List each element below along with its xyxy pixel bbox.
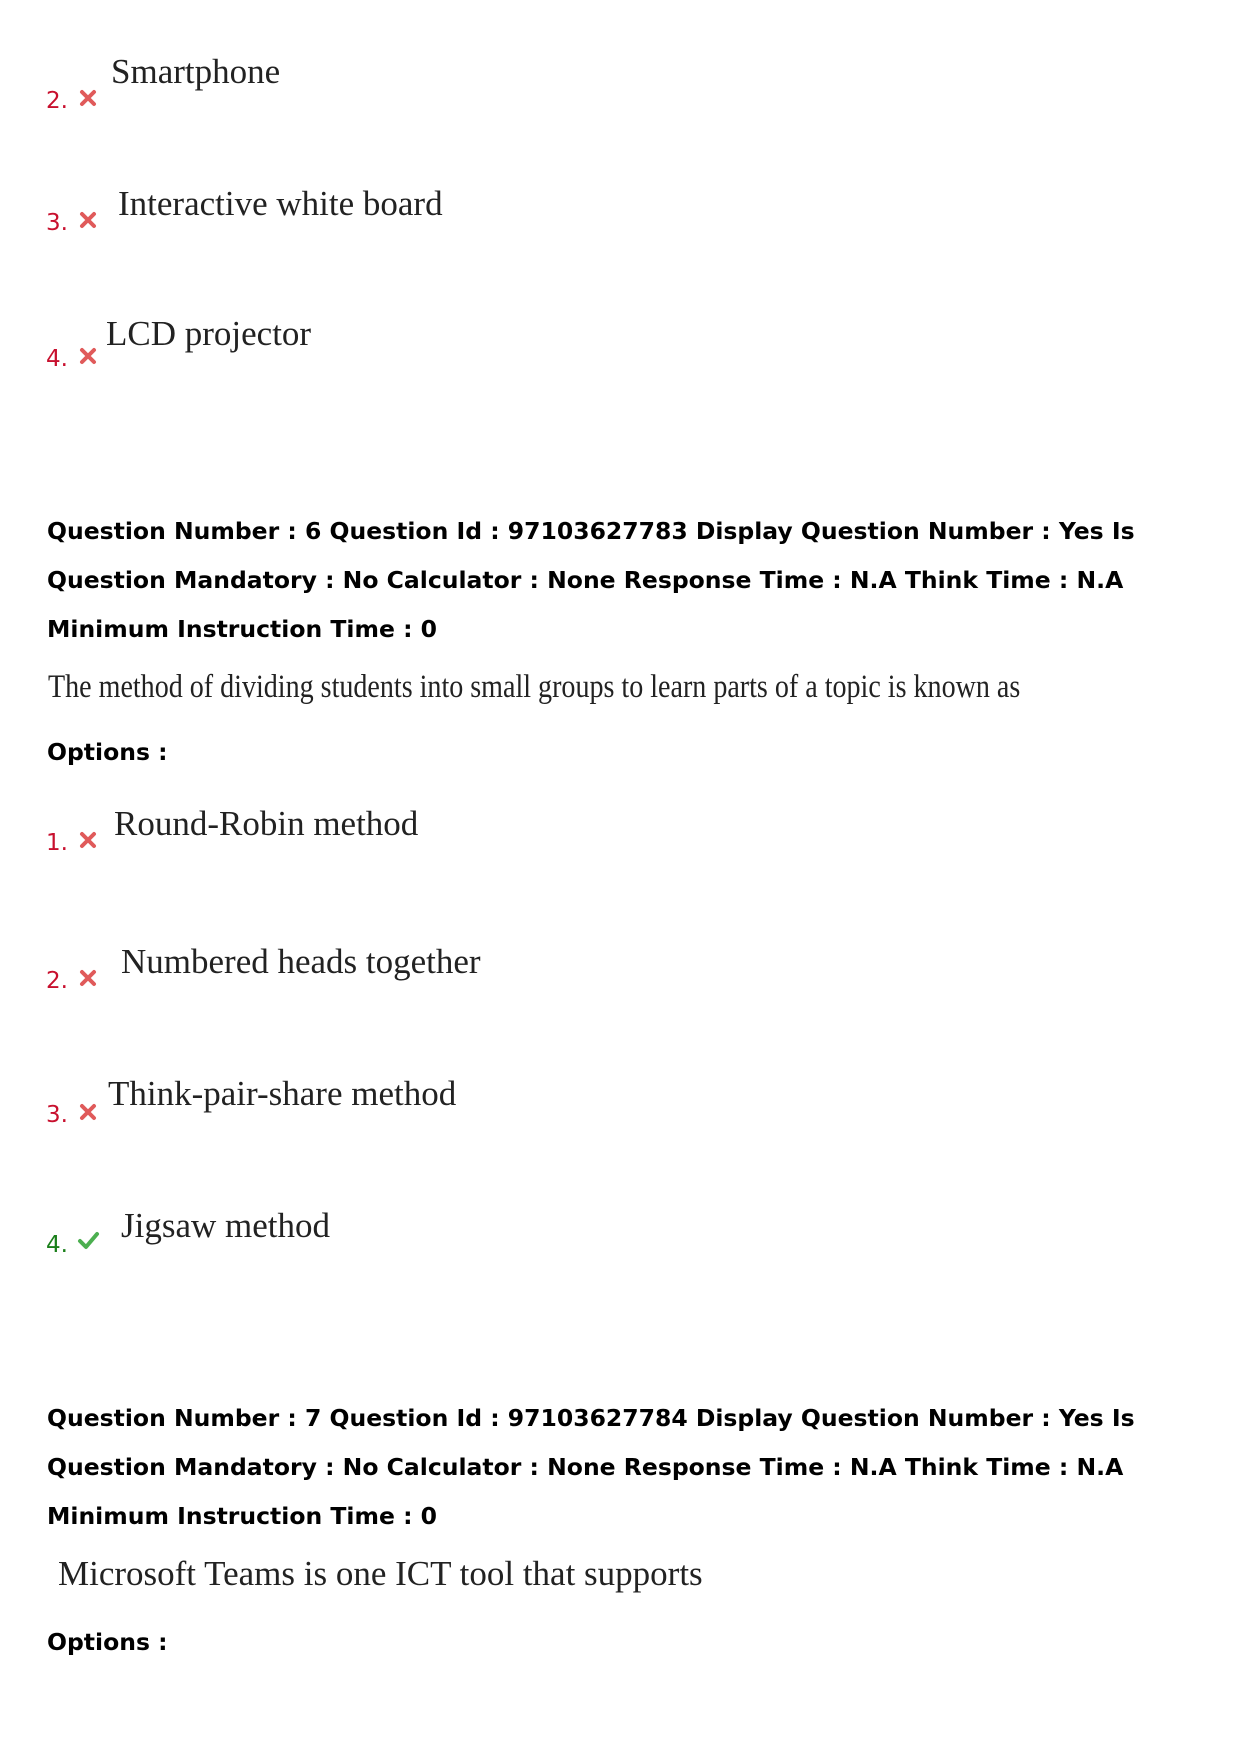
option-number: 2. <box>46 968 68 994</box>
option-text: Numbered heads together <box>121 942 481 981</box>
option-text: Jigsaw method <box>121 1206 331 1245</box>
option-text: Interactive white board <box>118 184 443 223</box>
question-meta: Question Number : 6 Question Id : 97103627783 Display Question Number : Yes Is Question Mandatory : No Calculator : None Response Time : N.A Think Time : N.A Minimum Instruction Time : 0 <box>47 517 1135 643</box>
option-number: 4. <box>46 346 68 372</box>
option-text: Think-pair-share method <box>108 1074 457 1113</box>
option-text: Round-Robin method <box>114 804 419 843</box>
options-label: Options : <box>47 1628 168 1656</box>
option-number: 4. <box>46 1232 68 1258</box>
cross-icon <box>78 210 98 230</box>
cross-icon <box>78 830 98 850</box>
option-text: LCD projector <box>106 314 312 353</box>
options-label: Options : <box>47 738 168 766</box>
option-number: 2. <box>46 88 68 114</box>
option-number: 3. <box>46 210 68 236</box>
cross-icon <box>78 1102 98 1122</box>
option-number: 3. <box>46 1102 68 1128</box>
question-text: Microsoft Teams is one ICT tool that supports <box>58 1554 703 1593</box>
check-icon <box>76 1230 100 1250</box>
question-meta: Question Number : 7 Question Id : 97103627784 Display Question Number : Yes Is Question Mandatory : No Calculator : None Response Time : N.A Think Time : N.A Minimum Instruction Time : 0 <box>47 1404 1135 1530</box>
option-number: 1. <box>46 830 68 856</box>
cross-icon <box>78 88 98 108</box>
option-text: Smartphone <box>111 52 281 91</box>
cross-icon <box>78 346 98 366</box>
question-text: The method of dividing students into small groups to learn parts of a topic is known as <box>48 669 1021 705</box>
cross-icon <box>78 968 98 988</box>
